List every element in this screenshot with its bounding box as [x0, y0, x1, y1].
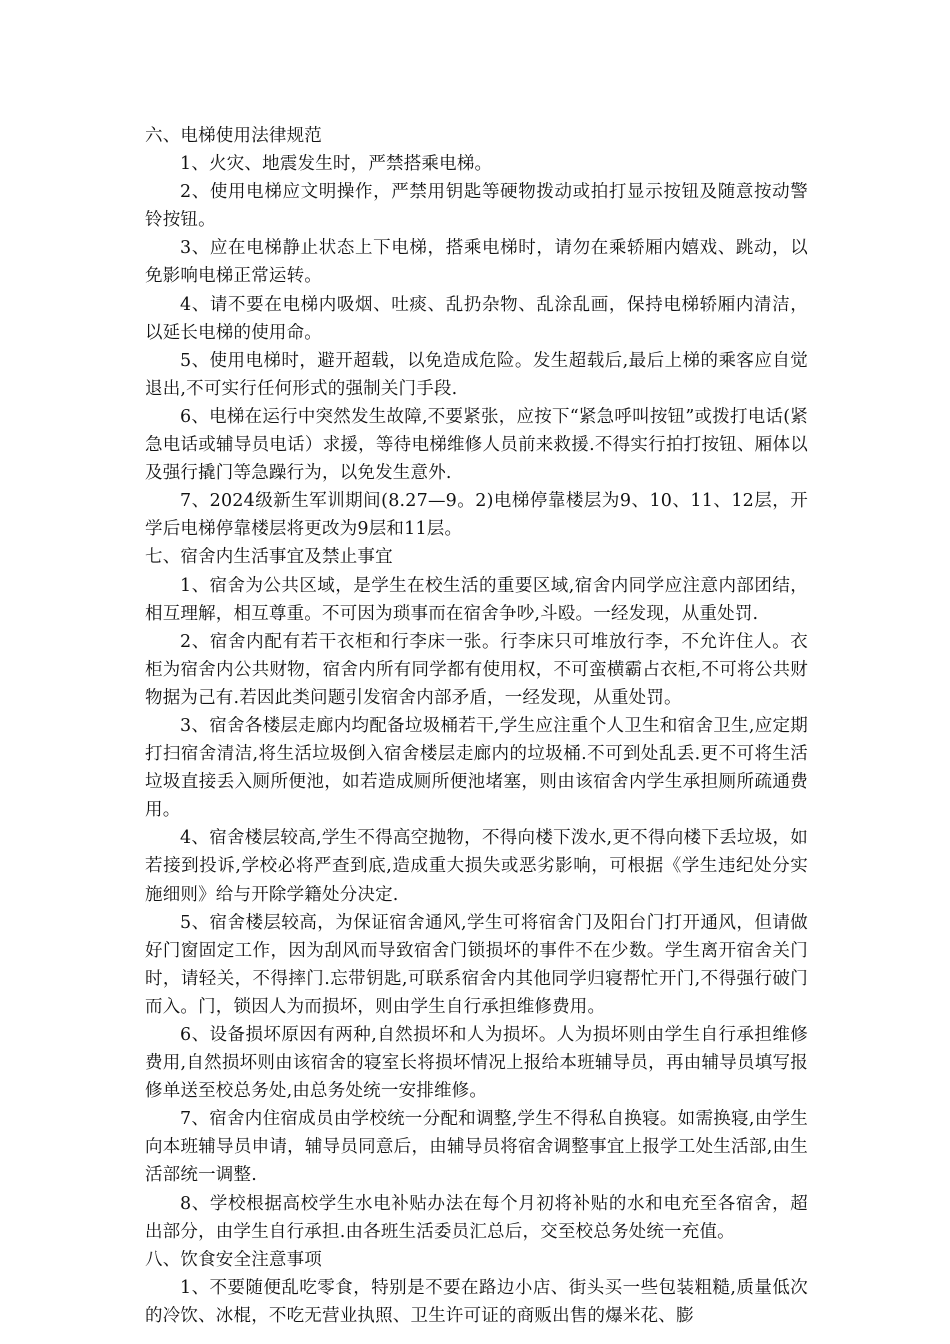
paragraph: 2、宿舍内配有若干衣柜和行李床一张。行李床只可堆放行李，不允许住人。衣柜为宿舍内公共财物，宿舍内所有同学都有使用权，不可蛮横霸占衣柜,不可将公共财物据为己有.若因此类问题引发宿舍内部矛盾，一经发现，从重处罚。 [145, 631, 808, 708]
paragraph: 5、宿舍楼层较高，为保证宿舍通风,学生可将宿舍门及阳台门打开通风，但请做好门窗固定工作，因为刮风而导致宿舍门锁损坏的事件不在少数。学生离开宿舍关门时，请轻关，不得摔门.忘带钥匙,可联系宿舍内其他同学归寝帮忙开门,不得强行破门而入。门，锁因人为而损坏，则由学生自行承担维修费用。 [145, 912, 808, 1017]
paragraph: 4、请不要在电梯内吸烟、吐痰、乱扔杂物、乱涂乱画，保持电梯轿厢内清洁，以延长电梯的使用命。 [145, 294, 808, 343]
paragraph: 8、学校根据高校学生水电补贴办法在每个月初将补贴的水和电充至各宿舍，超出部分，由学生自行承担.由各班生活委员汇总后，交至校总务处统一充值。 [145, 1193, 808, 1242]
paragraph: 1、宿舍为公共区域，是学生在校生活的重要区域,宿舍内同学应注意内部团结，相互理解，相互尊重。不可因为琐事而在宿舍争吵,斗殴。一经发现，从重处罚. [145, 575, 808, 624]
paragraph: 3、宿舍各楼层走廊内均配备垃圾桶若干,学生应注重个人卫生和宿舍卫生,应定期打扫宿舍清洁,将生活垃圾倒入宿舍楼层走廊内的垃圾桶.不可到处乱丢.更不可将生活垃圾直接丢入厕所便池，如若造成厕所便池堵塞，则由该宿舍内学生承担厕所疏通费用。 [145, 715, 808, 821]
paragraph: 6、电梯在运行中突然发生故障,不要紧张，应按下“紧急呼叫按钮”或拨打电话(紧急电话或辅导员电话）求援，等待电梯维修人员前来救援.不得实行拍打按钮、厢体以及强行撬门等急躁行为，以免发生意外. [145, 406, 808, 484]
paragraph: 4、宿舍楼层较高,学生不得高空抛物，不得向楼下泼水,更不得向楼下丢垃圾，如若接到投诉,学校必将严查到底,造成重大损失或恶劣影响，可根据《学生违纪处分实施细则》给与开除学籍处分决定. [145, 828, 808, 905]
paragraph: 2、使用电梯应文明操作，严禁用钥匙等硬物拨动或拍打显示按钮及随意按动警铃按钮。 [145, 182, 808, 231]
paragraph: 5、使用电梯时，避开超载，以免造成危险。发生超载后,最后上梯的乘客应自觉退出,不可实行任何形式的强制关门手段. [145, 350, 808, 399]
document-body [145, 122, 808, 1330]
paragraph: 6、设备损坏原因有两种,自然损坏和人为损坏。人为损坏则由学生自行承担维修费用,自然损坏则由该宿舍的寝室长将损坏情况上报给本班辅导员，再由辅导员填写报修单送至校总务处,由总务处统一安排维修。 [145, 1025, 808, 1102]
paragraph: 1、不要随便乱吃零食，特别是不要在路边小店、街头买一些包装粗糙,质量低次的冷饮、冰棍，不吃无营业执照、卫生许可证的商贩出售的爆米花、膨 [145, 1277, 808, 1326]
section-heading-dormitory: 七、宿舍内生活事宜及禁止事宜 [145, 547, 393, 568]
paragraph: 3、应在电梯静止状态上下电梯，搭乘电梯时，请勿在乘轿厢内嬉戏、跳动，以免影响电梯正常运转。 [145, 238, 808, 287]
paragraph: 1、火灾、地震发生时，严禁搭乘电梯。 [180, 154, 493, 175]
section-heading-elevator: 六、电梯使用法律规范 [145, 126, 322, 146]
paragraph: 7、2024级新生军训期间(8.27—9。2)电梯停靠楼层为9、10、11、12层，开学后电梯停靠楼层将更改为9层和11层。 [145, 491, 808, 540]
section-heading-food-safety: 八、饮食安全注意事项 [145, 1249, 322, 1270]
paragraph: 7、宿舍内住宿成员由学校统一分配和调整,学生不得私自换寝。如需换寝,由学生向本班辅导员申请，辅导员同意后，由辅导员将宿舍调整事宜上报学工处生活部,由生活部统一调整. [145, 1109, 808, 1186]
